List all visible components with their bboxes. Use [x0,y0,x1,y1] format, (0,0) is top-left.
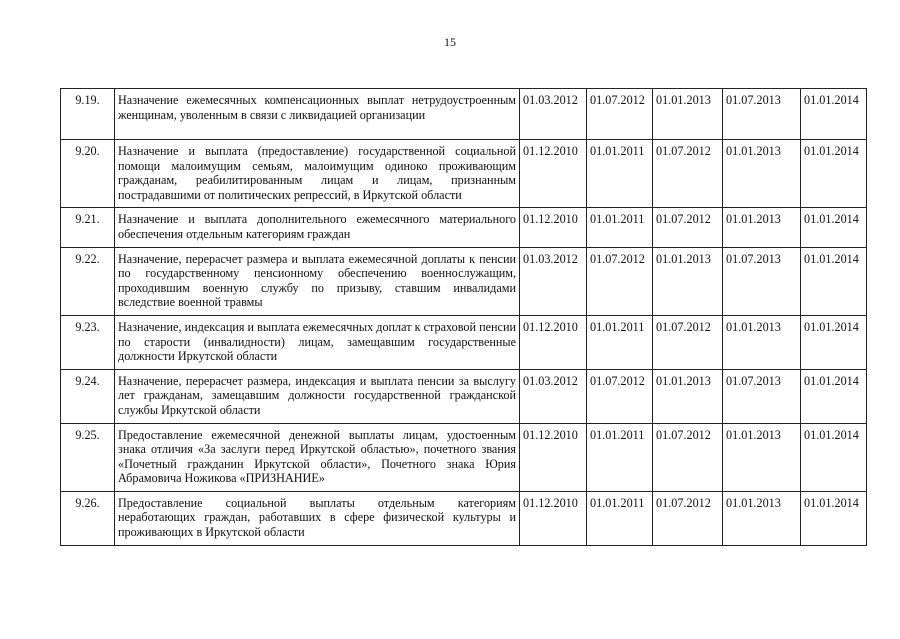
service-description: Назначение, перерасчет размера, индексация и выплата пенсии за выслугу лет гражданам, замещавшим должности государственной гражданской службы Иркутской области [115,369,520,423]
date-cell: 01.12.2010 [520,315,587,369]
date-cell: 01.12.2010 [520,491,587,545]
table-row [61,369,867,423]
row-number: 9.26. [61,491,115,545]
date-cell: 01.07.2012 [653,491,723,545]
row-number: 9.25. [61,423,115,491]
date-cell: 01.07.2012 [587,247,653,315]
date-cell: 01.07.2013 [723,247,801,315]
date-cell: 01.01.2014 [801,423,867,491]
date-cell: 01.07.2013 [723,369,801,423]
date-cell: 01.01.2011 [587,140,653,208]
row-number: 9.19. [61,89,115,140]
table-row [61,140,867,208]
date-cell: 01.01.2014 [801,491,867,545]
table-row [61,208,867,247]
table-row [61,315,867,369]
date-cell: 01.07.2012 [653,208,723,247]
row-number: 9.23. [61,315,115,369]
date-cell: 01.01.2013 [653,247,723,315]
row-number: 9.20. [61,140,115,208]
date-cell: 01.01.2013 [723,491,801,545]
service-description: Назначение и выплата (предоставление) государственной социальной помощи малоимущим семьям, малоимущим одиноко проживающим гражданам, реабилитированным лицам и лицам, признанным пострадавшими от политических репрессий, в Иркутской области [115,140,520,208]
date-cell: 01.07.2013 [723,89,801,140]
date-cell: 01.01.2013 [653,89,723,140]
service-description: Предоставление ежемесячной денежной выплаты лицам, удостоенным знака отличия «За заслуги перед Иркутской областью», почетного звания «Почетный гражданин Иркутской области», Почетного знака Юрия Абрамовича Ножикова «ПРИЗНАНИЕ» [115,423,520,491]
date-cell: 01.07.2012 [653,423,723,491]
table-row [61,491,867,545]
row-number: 9.21. [61,208,115,247]
date-cell: 01.01.2011 [587,491,653,545]
page-number: 15 [444,35,456,49]
service-description: Предоставление социальной выплаты отдельным категориям неработающих граждан, работавших в сфере физической культуры и проживающих в Иркутской области [115,491,520,545]
date-cell: 01.01.2011 [587,208,653,247]
row-number: 9.24. [61,369,115,423]
date-cell: 01.01.2014 [801,140,867,208]
date-cell: 01.01.2011 [587,423,653,491]
service-description: Назначение ежемесячных компенсационных выплат нетрудоустроенным женщинам, уволенным в связи с ликвидацией организации [115,89,520,140]
date-cell: 01.01.2014 [801,247,867,315]
date-cell: 01.01.2014 [801,315,867,369]
service-description: Назначение, индексация и выплата ежемесячных доплат к страховой пенсии по старости (инвалидности) лицам, замещавшим государственные должности Иркутской области [115,315,520,369]
date-cell: 01.01.2013 [723,423,801,491]
table-row [61,247,867,315]
service-description: Назначение, перерасчет размера и выплата ежемесячной доплаты к пенсии по государственному пенсионному обеспечению военнослужащим, проходившим военную службу по призыву, ставшим инвалидами вследствие военной травмы [115,247,520,315]
table-row [61,423,867,491]
date-cell: 01.07.2012 [587,369,653,423]
date-cell: 01.01.2013 [723,315,801,369]
date-cell: 01.07.2012 [653,140,723,208]
date-cell: 01.01.2014 [801,208,867,247]
service-description: Назначение и выплата дополнительного ежемесячного материального обеспечения отдельным категориям граждан [115,208,520,247]
date-cell: 01.03.2012 [520,369,587,423]
date-cell: 01.12.2010 [520,208,587,247]
date-cell: 01.12.2010 [520,423,587,491]
date-cell: 01.01.2011 [587,315,653,369]
date-cell: 01.03.2012 [520,247,587,315]
date-cell: 01.01.2014 [801,89,867,140]
date-cell: 01.12.2010 [520,140,587,208]
date-cell: 01.01.2013 [723,208,801,247]
date-cell: 01.01.2013 [653,369,723,423]
date-cell: 01.01.2014 [801,369,867,423]
date-cell: 01.03.2012 [520,89,587,140]
date-cell: 01.01.2013 [723,140,801,208]
date-cell: 01.07.2012 [587,89,653,140]
services-table [60,88,867,546]
date-cell: 01.07.2012 [653,315,723,369]
row-number: 9.22. [61,247,115,315]
table-row [61,89,867,140]
